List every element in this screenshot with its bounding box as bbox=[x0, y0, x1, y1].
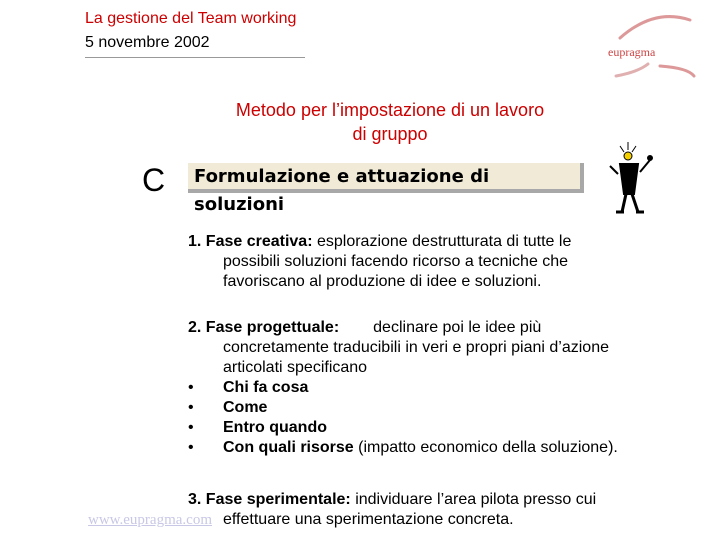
subtitle-line-2: di gruppo bbox=[352, 124, 428, 144]
bullet-bold: Entro quando bbox=[223, 419, 327, 436]
subtitle-line-1: Metodo per l’impostazione di un lavoro bbox=[235, 100, 545, 120]
slide-subtitle bbox=[180, 98, 600, 146]
header-divider bbox=[85, 57, 305, 58]
bullet-item bbox=[188, 438, 668, 458]
bullet-item bbox=[188, 418, 668, 438]
phase-2-text-b: concretamente traducibili in veri e propri piani d’azione bbox=[223, 339, 609, 356]
header-date: 5 novembre 2002 bbox=[85, 34, 210, 51]
phase-3-text-a: individuare l’area pilota presso cui bbox=[350, 491, 597, 508]
phase-1-text-b: possibili soluzioni facendo ricorso a tecniche che bbox=[223, 253, 569, 270]
phase-2-label: 2. Fase progettuale: bbox=[188, 319, 340, 336]
bullet-dot: • bbox=[188, 379, 194, 396]
phase-2-text-c: articolati specificano bbox=[223, 359, 368, 376]
bullet-item bbox=[188, 378, 668, 398]
bullet-dot: • bbox=[188, 439, 194, 456]
bullet-rest: (impatto economico della soluzione). bbox=[353, 439, 618, 456]
header-title: La gestione del Team working bbox=[85, 10, 297, 27]
logo-wordmark: eupragma bbox=[608, 45, 656, 59]
section-letter: C bbox=[142, 162, 166, 198]
phase-1-text-a: esplorazione destrutturata di tutte le bbox=[312, 233, 572, 250]
phase-1-label: 1. Fase creativa: bbox=[188, 233, 313, 250]
bullet-dot: • bbox=[188, 399, 194, 416]
eupragma-logo bbox=[598, 6, 710, 90]
phase-1-paragraph bbox=[188, 232, 658, 292]
footer-website-link[interactable]: www.eupragma.com bbox=[88, 512, 212, 528]
bullet-item bbox=[188, 398, 668, 418]
phase-2-paragraph bbox=[188, 318, 668, 458]
phase-3-text-b: effettuare una sperimentazione concreta. bbox=[223, 511, 514, 528]
phase-3-paragraph bbox=[188, 490, 668, 530]
bullet-dot: • bbox=[188, 419, 194, 436]
phase-3-label: 3. Fase sperimentale: bbox=[188, 491, 351, 508]
bullet-bold: Con quali risorse bbox=[223, 439, 354, 456]
phase-2-text-a: declinare poi le idee più bbox=[373, 319, 542, 336]
phase-1-text-c: favoriscano al produzione di idee e soluzioni. bbox=[223, 273, 542, 290]
idea-figure-icon bbox=[606, 140, 660, 216]
section-banner: Formulazione e attuazione di soluzioni bbox=[188, 163, 584, 193]
bullet-bold: Come bbox=[223, 399, 268, 416]
bullet-bold: Chi fa cosa bbox=[223, 379, 309, 396]
